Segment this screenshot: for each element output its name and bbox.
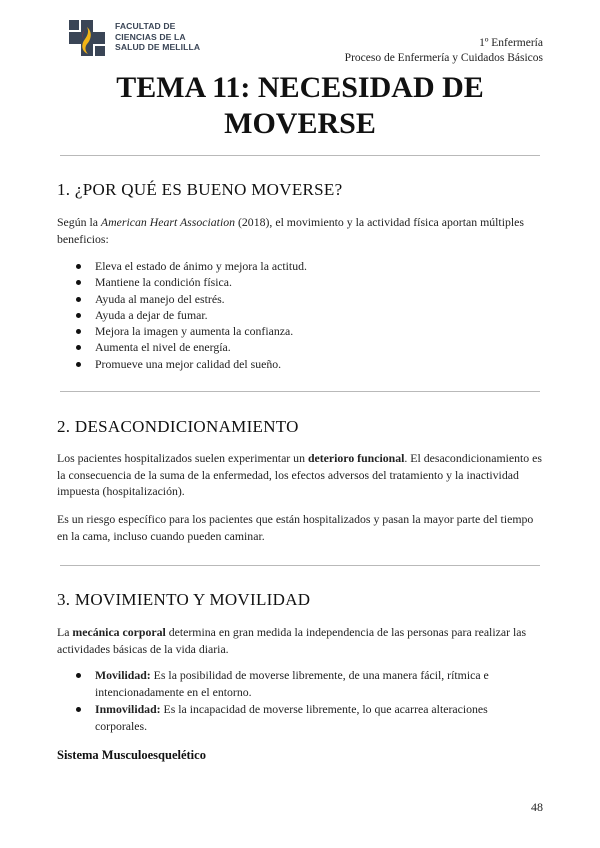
section-divider xyxy=(60,565,540,566)
list-item: Promueve una mejor calidad del sueño. xyxy=(57,356,537,372)
definition-text: Es la posibilidad de moverse libremente, de una manera fácil, rítmica e intencionadamente en el entorno. xyxy=(95,668,489,699)
subject-label: Proceso de Enfermería y Cuidados Básicos xyxy=(344,52,543,64)
title-line-1: TEMA 11: NECESIDAD DE xyxy=(116,71,484,104)
section-2-paragraph-2: Es un riesgo específico para los pacientes que están hospitalizados y pasan la mayor parte del tiempo en la cama, incluso cuando pueden caminar. xyxy=(57,512,534,543)
paragraph-text-post: determina en gran medida la independencia de las personas para realizar las actividades básicas de la vida diaria. xyxy=(57,625,527,656)
subsection-heading: Sistema Musculoesquelético xyxy=(57,748,206,762)
course-label: 1º Enfermería xyxy=(479,37,543,49)
definition-text: Es la incapacidad de moverse libremente, lo que acarrea alteraciones corporales. xyxy=(95,702,488,733)
paragraph-text-post: . El desacondicionamiento es la consecuencia de la suma de la enfermedad, los efectos adversos del tratamiento y la inactividad impuesta (hospitalización). xyxy=(57,451,542,498)
section-3-heading: 3. MOVIMIENTO Y MOVILIDAD xyxy=(57,590,311,609)
definition-item xyxy=(57,667,537,700)
list-item: Mejora la imagen y aumenta la confianza. xyxy=(57,323,537,339)
definition-term: Movilidad: xyxy=(95,668,151,682)
list-item: Mantiene la condición física. xyxy=(57,274,537,290)
section-divider xyxy=(60,391,540,392)
paragraph-text-pre: La xyxy=(57,625,73,639)
definition-item xyxy=(57,701,537,734)
title-line-2: MOVERSE xyxy=(224,107,376,140)
intro-text-post: (2018), el movimiento y la actividad física aportan múltiples beneficios: xyxy=(57,215,524,246)
faculty-cross-logo-icon xyxy=(69,20,105,56)
section-1-intro xyxy=(57,214,543,247)
intro-text-pre: Según la xyxy=(57,215,101,229)
logo-wordmark xyxy=(115,21,225,53)
section-1-heading: 1. ¿POR QUÉ ES BUENO MOVERSE? xyxy=(57,180,343,199)
key-term: deterioro funcional xyxy=(307,451,405,465)
section-2-heading: 2. DESACONDICIONAMIENTO xyxy=(57,417,299,436)
logo-line-2: CIENCIAS DE LA xyxy=(115,31,186,42)
list-item: Ayuda a dejar de fumar. xyxy=(57,307,537,323)
intro-citation: American Heart Association xyxy=(100,215,236,229)
paragraph-text-pre: Los pacientes hospitalizados suelen experimentar un xyxy=(57,451,308,465)
list-item: Ayuda al manejo del estrés. xyxy=(57,291,537,307)
definitions-list xyxy=(57,667,537,735)
list-item: Eleva el estado de ánimo y mejora la actitud. xyxy=(57,258,537,274)
key-term: mecánica corporal xyxy=(72,625,166,639)
page-title xyxy=(60,70,540,142)
faculty-logo xyxy=(69,20,209,56)
benefits-list xyxy=(57,258,537,372)
list-item: Aumenta el nivel de energía. xyxy=(57,339,537,355)
definition-term: Inmovilidad: xyxy=(95,702,161,716)
running-header xyxy=(345,36,543,66)
logo-line-1: FACULTAD DE xyxy=(115,21,176,31)
section-2-paragraph-1 xyxy=(57,450,543,500)
logo-line-3: SALUD DE MELILLA xyxy=(115,42,201,53)
section-divider xyxy=(60,155,540,156)
section-3-paragraph xyxy=(57,624,543,657)
page-number: 48 xyxy=(531,800,543,814)
